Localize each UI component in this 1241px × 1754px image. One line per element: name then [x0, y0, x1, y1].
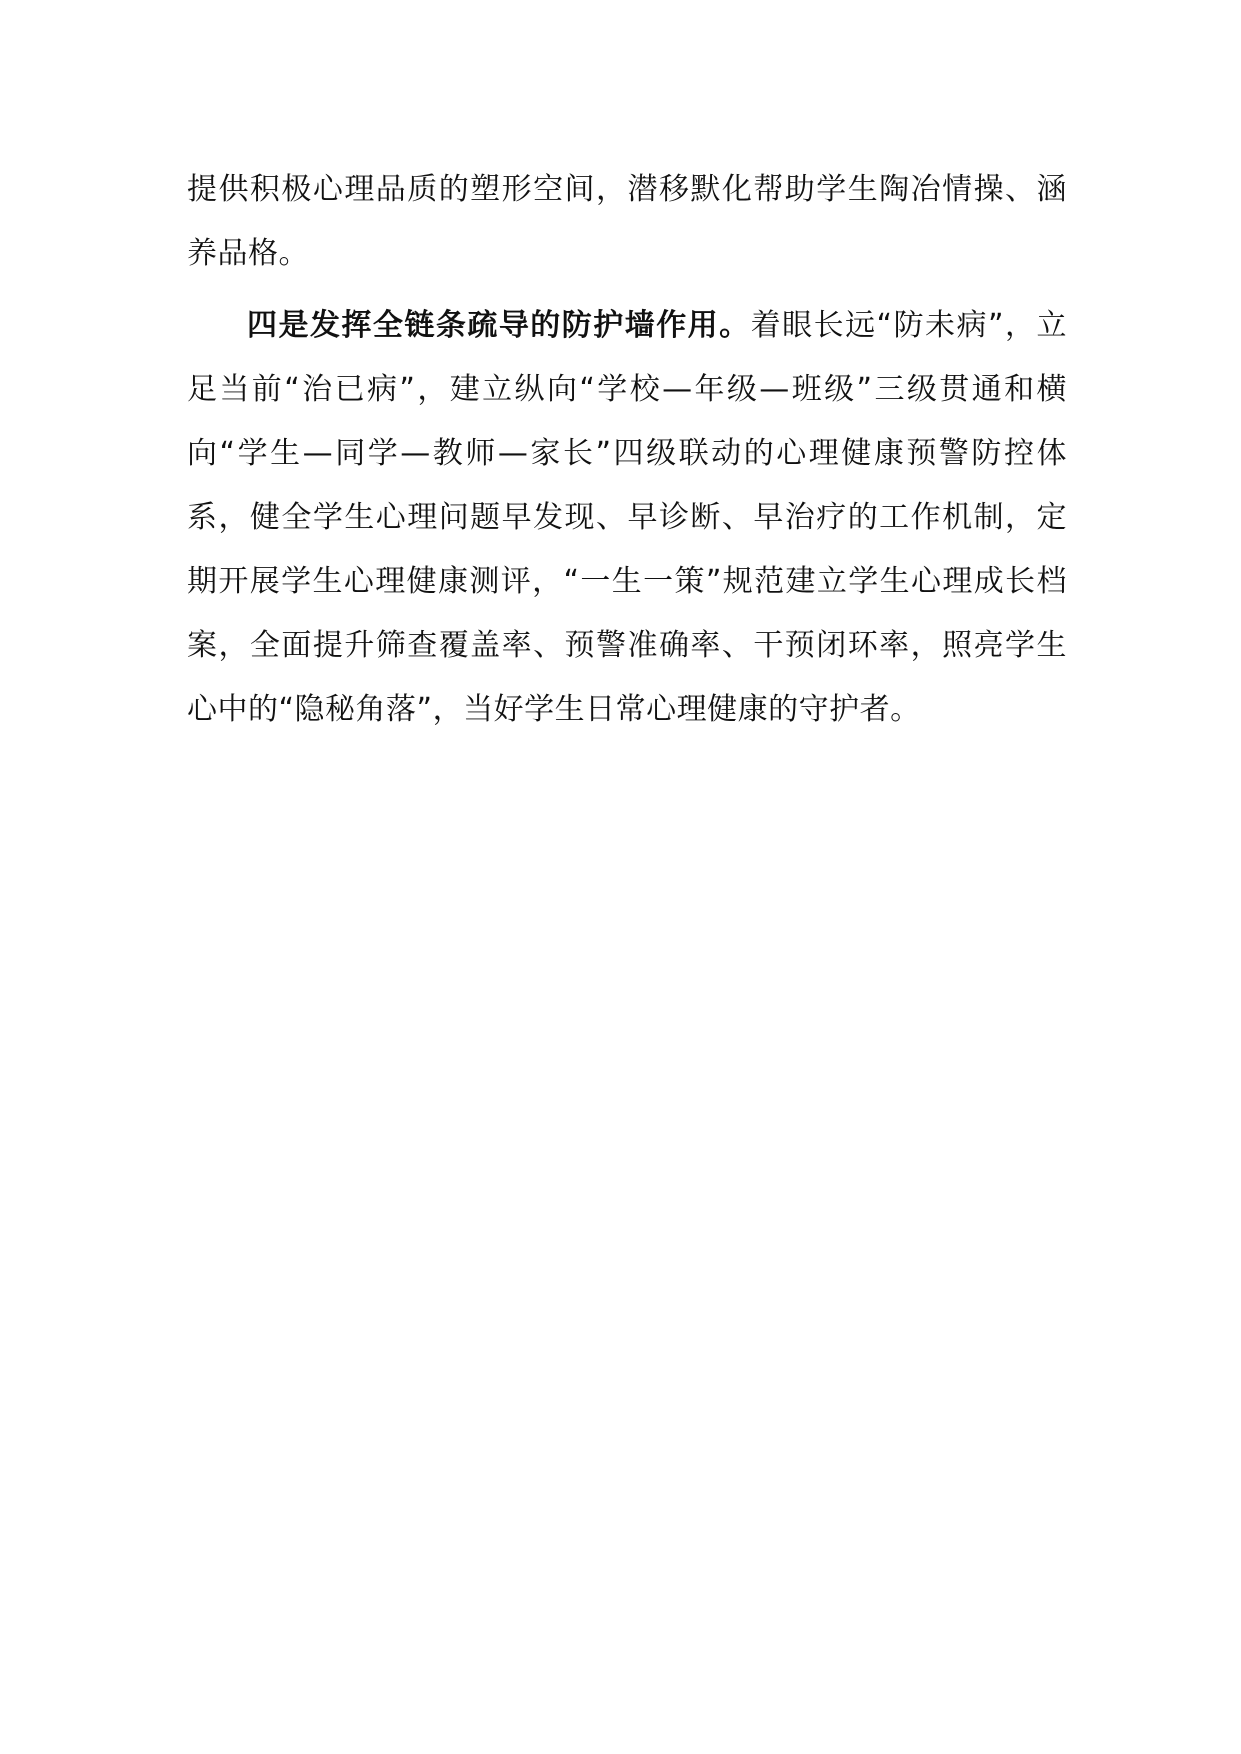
paragraph-four [187, 294, 1067, 742]
paragraph-body-text: 着眼长远“防未病”，立足当前“治已病”，建立纵向“学校—年级—班级”三级贯通和横向“学生—同学—教师—家长”四级联动的心理健康预警防控体系，健全学生心理问题早发现、早诊断、早治疗的工作机制，定期开展学生心理健康测评，“一生一策”规范建立学生心理成长档案，全面提升筛查覆盖率、预警准确率、干预闭环率，照亮学生心中的“隐秘角落”，当好学生日常心理健康的守护者。 [187, 308, 1067, 727]
paragraph-continued: 提供积极心理品质的塑形空间，潜移默化帮助学生陶冶情操、涵养品格。 [187, 172, 1067, 271]
paragraph-lead-heading: 四是发挥全链条疏导的防护墙作用。 [247, 308, 751, 343]
document-body [187, 158, 1067, 742]
